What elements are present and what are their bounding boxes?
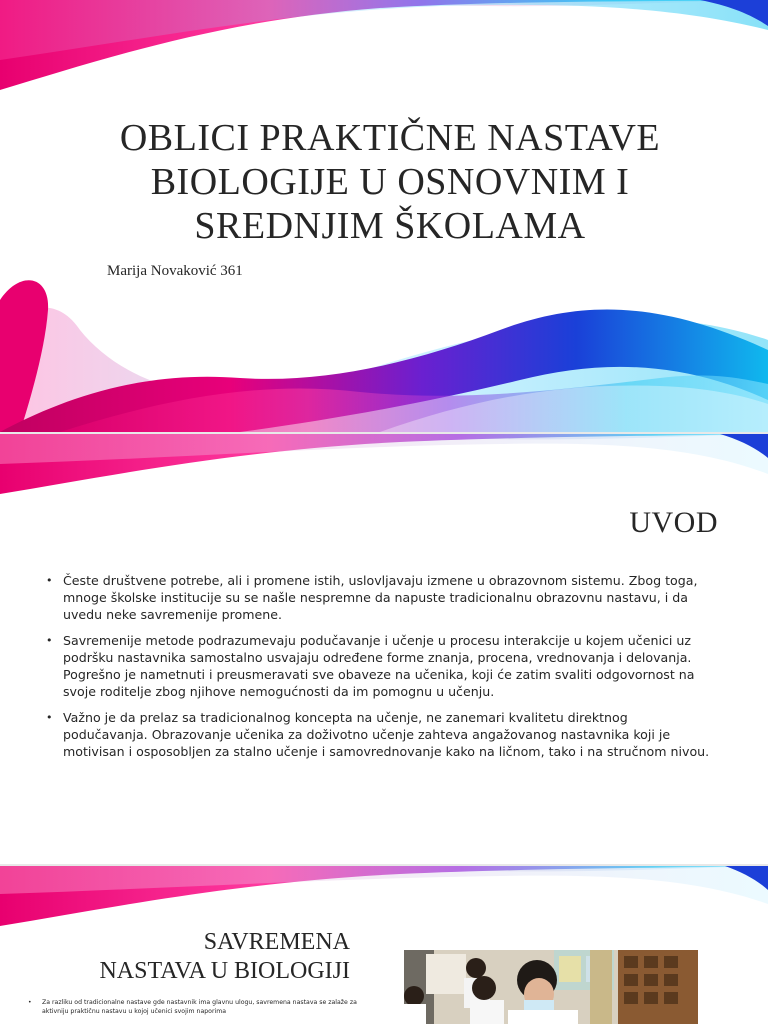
author-subtitle: Marija Novaković 361 [107,263,243,279]
bullet-icon: • [46,574,53,587]
list-item [44,632,716,700]
bullet-list [44,572,716,769]
slide-uvod [0,434,768,866]
slide-heading: UVOD [629,506,718,539]
slide-savremena-nastava [0,866,768,1024]
title-line: SREDNJIM ŠKOLAMA [194,205,586,247]
list-item-text: Česte društvene potrebe, ali i promene istih, uslovljavaju izmene u obrazovnom sistemu. Zbog toga, mnoge školske institucije su se našle nespremne da napuste tradicionalnu obrazovnu nastavu, i da uvedu neke savremenije promene. [63,573,698,622]
title-line: OBLICI PRAKTIČNE NASTAVE [119,117,661,159]
title-line: BIOLOGIJE U OSNOVNIM I [150,161,630,203]
decorative-swoosh-header [0,866,768,936]
classroom-image-icon [404,950,698,1024]
heading-line: NASTAVA U BIOLOGIJI [99,958,350,984]
heading-line: SAVREMENA [203,929,350,955]
slide-divider [0,864,768,866]
presentation-title [80,116,700,248]
bullet-icon: • [46,711,53,724]
list-item [44,709,716,760]
bullet-icon: • [28,999,32,1006]
list-item-text: Savremenije metode podrazumevaju podučavanje i učenje u procesu interakcije u kojem učenici uz podršku nastavnika samostalno usvajaju određene forme znanja, procena, vrednovanja i delovanja. Pogrešno je nametnuti i preusmeravati sve obaveze na učenika, koji će zatim svaliti odgovornost na svoje roditelje zbog njihove nemogućnosti da im pomognu u učenju. [63,633,695,699]
bullet-icon: • [46,634,53,647]
slide-heading [40,928,350,986]
slide-title [0,0,768,432]
decorative-swoosh-header [0,434,768,514]
list-item [44,572,716,623]
list-item-text: Za razliku od tradicionalne nastave gde nastavnik ima glavnu ulogu, savremena nastava se zalaže za aktivniju praktičnu nastavu u kojoj učenici svojim naporima [42,999,357,1015]
classroom-photo [404,950,698,1024]
list-item [28,998,358,1016]
list-item-text: Važno je da prelaz sa tradicionalnog koncepta na učenje, ne zanemari kvalitetu direktnog podučavanja. Obrazovanje učenika za doživotno učenje zahteva angažovanog nastavnika koji je motivisan i osposobljen za stalno učenje i samovrednovanje kako na ličnom, tako i na stručnom nivou. [63,710,710,759]
